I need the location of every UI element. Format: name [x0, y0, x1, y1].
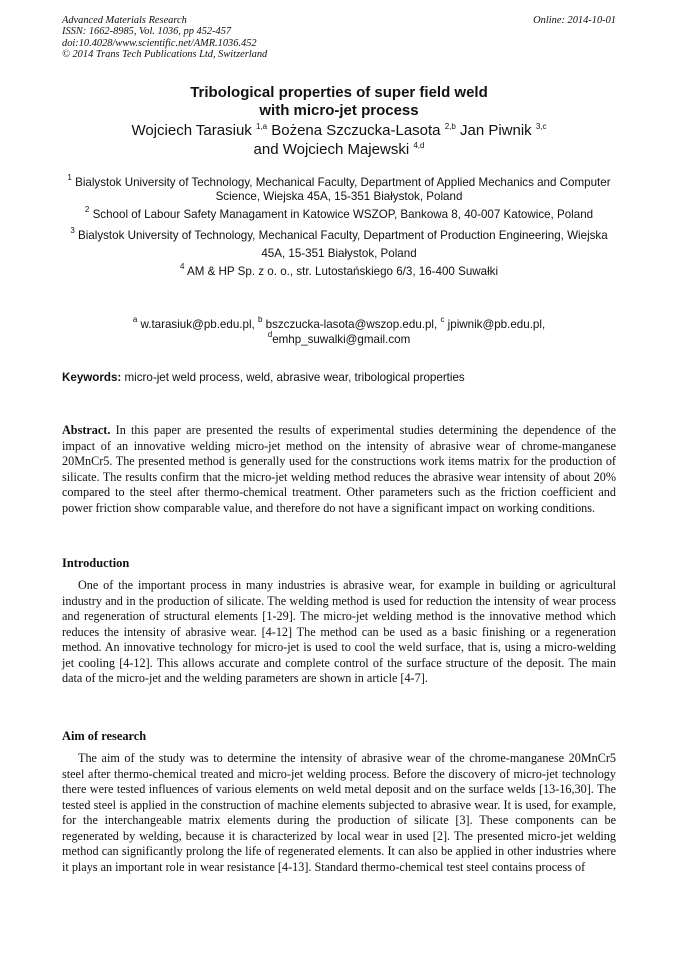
introduction-heading: Introduction	[62, 556, 130, 570]
email-b[interactable]: bszczucka-lasota@wszop.edu.pl,	[262, 318, 441, 331]
author-line-2	[62, 141, 616, 160]
author-szczucka-lasota-sup: 2,b	[444, 122, 456, 131]
email-a[interactable]: w.tarasiuk@pb.edu.pl,	[137, 318, 258, 331]
affiliation-1	[62, 173, 616, 204]
author-list	[62, 122, 616, 159]
email-line-1	[62, 315, 616, 333]
paper-title	[62, 84, 616, 120]
introduction-paragraph: One of the important process in many industries is abrasive wear, for example in building or agricultural industry and in the production of silicate. The welding method is used for reduction the intensity of wear process and regeneration of structural elements [1-29]. The micro-jet welding method is the innovative method which reduces the intensity of abrasive wear. [4-12] The method can be used as a basic finishing or a regeneration method. An innovative technology for micro-jet is used to cool the weld surface, that is, using a micro-welding jet cooling [4-12]. This allows accurate and complete control of the surface structure of the deposit. The main data of the micro-jet and the welding parameters are shown in article [4-7].	[62, 578, 616, 685]
author-majewski-sup: 4,d	[413, 140, 425, 150]
affiliation-1-num: 1	[67, 173, 72, 182]
author-majewski: and Wojciech Majewski	[253, 140, 414, 158]
title-line-2: with micro-jet process	[259, 102, 419, 119]
email-line-2	[62, 329, 616, 348]
aim-paragraph: The aim of the study was to determine the intensity of abrasive wear of the chrome-manganese 20MnCr5 steel after thermo-chemical treated and micro-jet welding process. Before the discovery of micro-jet technology there were tested influences of various elements on weld metal deposit and on the surface welds [13-16,30]. The tested steel is applied in the construction of machine elements subjected to abrasive wear. It is used, for example, for the interchangeable matrix elements during the production of silicate [3]. These components can be regenerated by welding, because it is characterized by local wear in used [2]. The presented micro-jet welding method can significantly prolong the life of regenerated elements. It can also be applied in other industries where it plays an important role in wear resistance [4-13]. Standard thermo-chemical test steel contains process of	[62, 751, 616, 874]
author-szczucka-lasota: Bożena Szczucka-Lasota	[267, 122, 445, 139]
affiliation-3-text: Bialystok University of Technology, Mechanical Faculty, Department of Production Engineering, Wiejska 45A, 15-351 Białystok, Poland	[74, 228, 608, 260]
abstract	[62, 423, 616, 516]
affiliation-2-num: 2	[84, 205, 90, 215]
affiliation-3-num: 3	[70, 225, 75, 235]
affiliation-4-text: AM & HP Sp. z o. o., str. Lutostańskiego 6/3, 16-400 Suwałki	[184, 264, 499, 278]
email-b-sup: b	[257, 315, 263, 324]
affiliation-4	[62, 261, 616, 279]
email-c[interactable]: jpiwnik@pb.edu.pl,	[444, 318, 546, 331]
abstract-text: In this paper are presented the results of experimental studies determining the dependence of the impact of an innovative welding micro-jet method on the intensity of abrasive wear of chrome-manganese 20MnCr5. The presented method is generally used for the constructions work items matrix for the production of silicate. The results confirm that the micro-jet welding method reduces the abrasive wear intensity of about 20% compared to the steel after thermo-chemical treatment. Other parameters such as the friction coefficient and power friction show comparable value, and therefore do not have a significant impact on working conditions.	[62, 423, 616, 515]
keywords-label: Keywords:	[62, 371, 122, 384]
email-c-sup: c	[440, 315, 445, 324]
affiliation-4-num: 4	[179, 261, 185, 271]
author-piwnik: Jan Piwnik	[455, 122, 536, 139]
title-line-1: Tribological properties of super field weld	[190, 84, 488, 101]
journal-name: Advanced Materials Research	[62, 15, 187, 26]
author-tarasiuk-sup: 1,a	[255, 122, 268, 131]
author-line-1	[62, 122, 616, 141]
affiliation-2	[62, 205, 616, 222]
abstract-label: Abstract.	[62, 423, 111, 437]
author-emails	[62, 315, 616, 347]
email-d[interactable]: emhp_suwalki@gmail.com	[272, 332, 411, 346]
online-date: Online: 2014-10-01	[533, 15, 616, 26]
author-tarasiuk: Wojciech Tarasiuk	[131, 122, 256, 139]
affiliation-1-text: Bialystok University of Technology, Mechanical Faculty, Department of Applied Mechanics and Computer Science, Wiejska 45A, 15-351 Białystok, Poland	[71, 176, 611, 204]
affiliations	[62, 173, 616, 283]
affiliation-2-text: School of Labour Safety Managament in Katowice WSZOP, Bankowa 8, 40-007 Katowice, Poland	[89, 208, 594, 222]
aim-heading: Aim of research	[62, 729, 147, 743]
author-piwnik-sup: 3,c	[535, 122, 547, 131]
keywords-text: micro-jet weld process, weld, abrasive wear, tribological properties	[121, 371, 465, 384]
email-d-sup: d	[267, 329, 273, 339]
affiliation-3	[62, 227, 616, 263]
doi-line: doi:10.4028/www.scientific.net/AMR.1036.452	[62, 37, 257, 49]
issn-line: ISSN: 1662-8985, Vol. 1036, pp 452-457	[62, 26, 232, 38]
copyright-line: © 2014 Trans Tech Publications Ltd, Switzerland	[62, 49, 268, 61]
journal-header	[62, 15, 616, 61]
keywords	[62, 371, 616, 385]
email-a-sup: a	[132, 315, 138, 324]
